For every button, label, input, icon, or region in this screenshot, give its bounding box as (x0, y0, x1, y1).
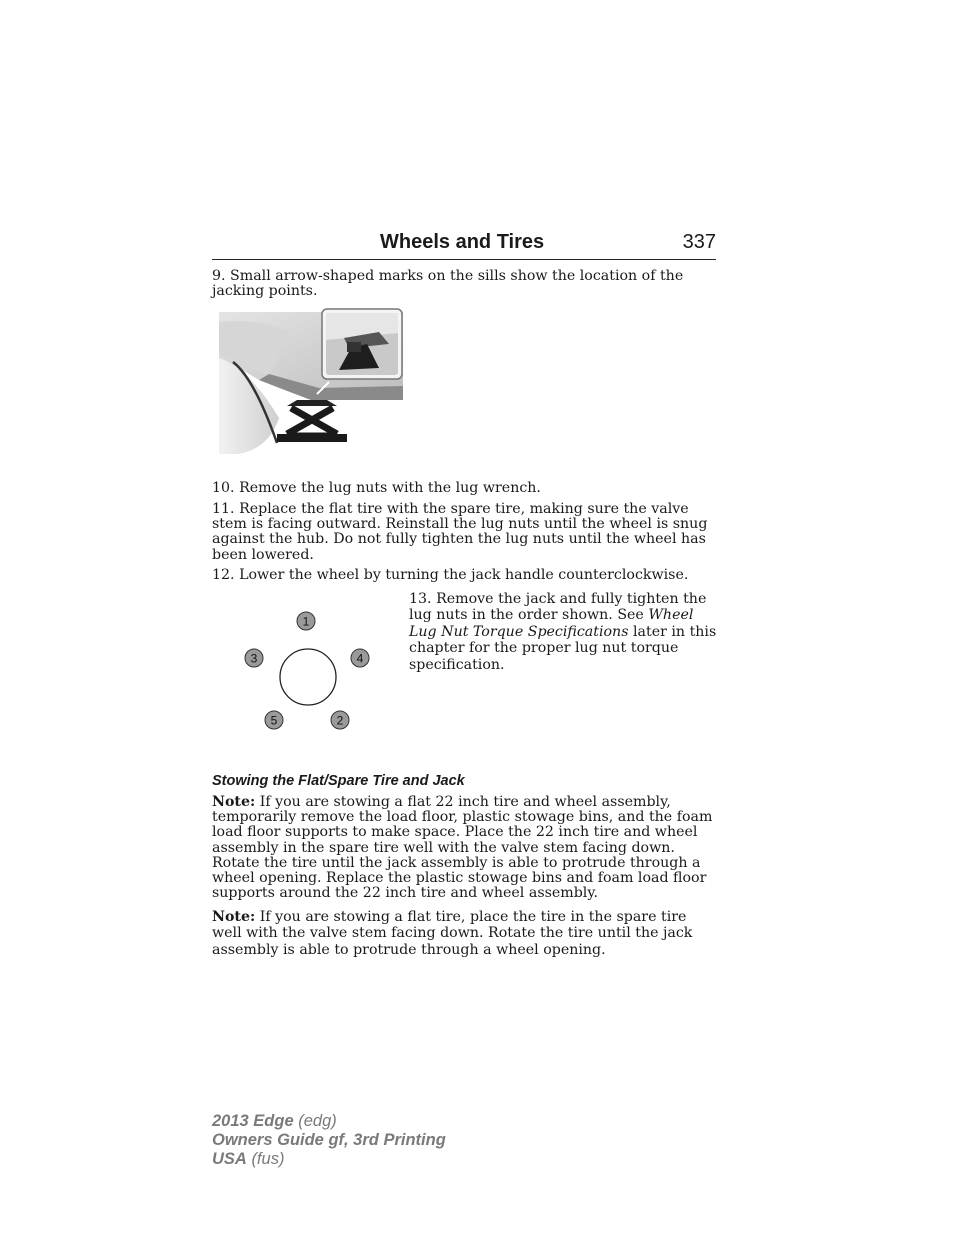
lug-nut-1 (297, 612, 315, 630)
lug-nut-2 (331, 711, 349, 729)
page-footer (212, 1112, 446, 1169)
page-title: Wheels and Tires (380, 231, 545, 253)
lug-nut-3 (245, 649, 263, 667)
svg-text:5: 5 (270, 713, 278, 728)
torque-spec-reference: Wheel Lug Nut Torque Specifications (409, 607, 694, 640)
footer-region-code: (fus) (251, 1150, 285, 1168)
lug-nut-tightening-sequence (238, 605, 378, 735)
jacking-point-illustration (219, 308, 403, 458)
svg-text:1: 1 (302, 614, 310, 629)
lug-nut-5 (265, 711, 283, 729)
note-label: Note: (212, 909, 256, 925)
footer-model-code: (edg) (298, 1112, 337, 1130)
footer-model-line (212, 1112, 446, 1131)
page-header (212, 229, 716, 260)
section-heading: Stowing the Flat/Spare Tire and Jack (212, 773, 465, 789)
footer-guide-line (212, 1131, 446, 1150)
note-label: Note: (212, 794, 256, 810)
step-10-text: 10. Remove the lug nuts with the lug wrench. (212, 480, 541, 496)
footer-region-line (212, 1150, 446, 1169)
wheel-hub-circle (280, 649, 336, 705)
step-13-tail: later in this chapter for the proper lug nut torque specification. (409, 623, 717, 673)
step-13-text (409, 591, 719, 673)
step-13-lead: 13. Remove the jack and fully tighten the lug nuts in the order shown. See (409, 591, 707, 624)
footer-model: 2013 Edge (212, 1112, 294, 1130)
step-12-text: 12. Lower the wheel by turning the jack handle counterclockwise. (212, 567, 689, 583)
footer-region: USA (212, 1150, 247, 1168)
svg-text:3: 3 (250, 651, 258, 666)
svg-text:2: 2 (336, 713, 344, 728)
step-11-text: 11. Replace the flat tire with the spare tire, making sure the valve stem is facing outward. Reinstall the lug nuts until the wheel is snug against the hub. Do not fully tighten the lug nuts until the wheel has been lowered. (212, 501, 708, 563)
lug-nut-4 (351, 649, 369, 667)
step-9-text: 9. Small arrow-shaped marks on the sills show the location of the jacking points. (212, 268, 684, 300)
note-flat-tire (212, 909, 716, 958)
footer-guide: Owners Guide gf, 3rd Printing (212, 1131, 446, 1149)
svg-text:4: 4 (356, 651, 364, 666)
note-22-inch-tire (212, 795, 716, 901)
note-body: If you are stowing a flat 22 inch tire and wheel assembly, temporarily remove the load floor, plastic stowage bins, and the foam load floor supports to make space. Place the 22 inch tire and wheel assembly in the spare tire well with the valve stem facing down. Rotate the tire until the jack assembly is able to protrude through a wheel opening. Replace the plastic stowage bins and foam load floor supports around the 22 inch tire and wheel assembly. (212, 794, 713, 902)
note-body: If you are stowing a flat tire, place the tire in the spare tire well with the valve stem facing down. Rotate the tire until the jack assembly is able to protrude through a wheel opening. (212, 909, 693, 958)
page-number: 337 (682, 231, 716, 253)
